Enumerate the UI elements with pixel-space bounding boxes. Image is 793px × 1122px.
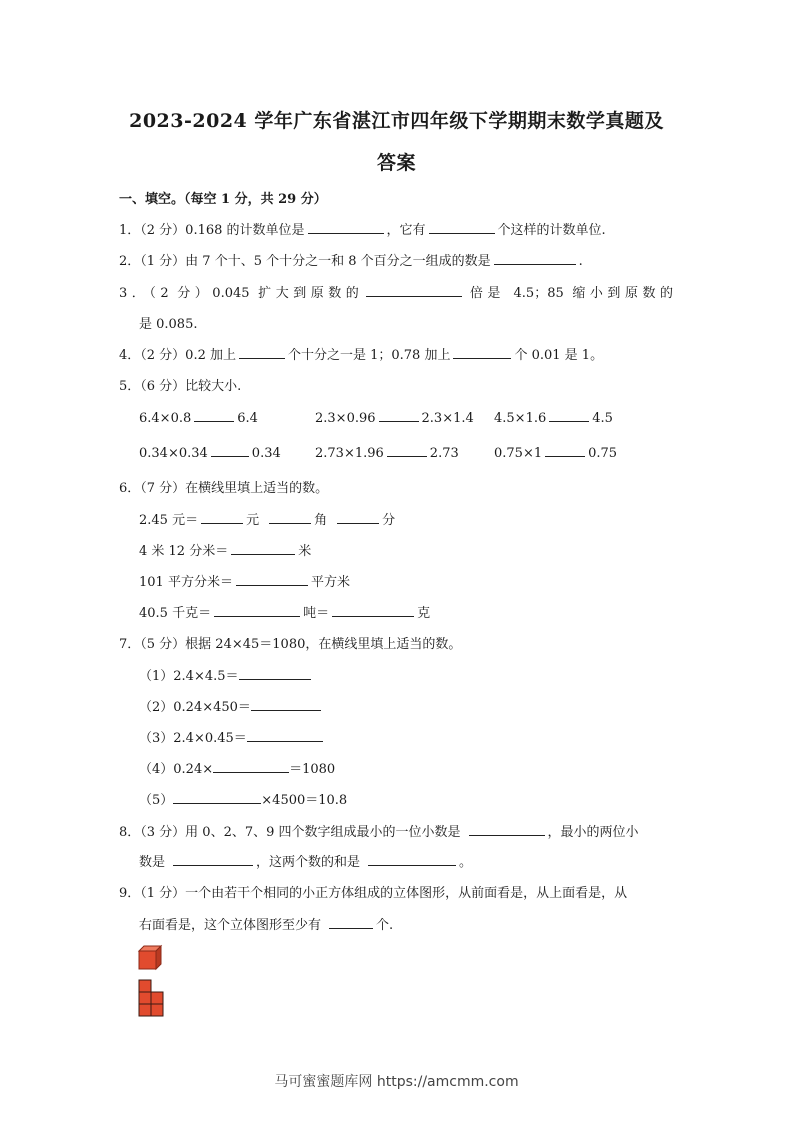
compare-blank[interactable] [194,408,234,422]
answer-blank[interactable] [332,603,414,617]
answer-blank[interactable] [368,852,456,866]
answer-blank[interactable] [453,345,511,359]
answer-blank[interactable] [173,790,261,804]
square-mid-left [139,992,151,1004]
answer-blank[interactable] [329,915,373,929]
answer-blank[interactable] [251,697,321,711]
question-8-line1: 8．（3 分）用 0、2、7、9 四个数字组成最小的一位小数是 ，最小的两位小 [119,821,639,840]
page-title-line1: 2023-2024 学年广东省湛江市四年级下学期期末数学真题及 [129,110,664,132]
answer-blank[interactable] [239,666,311,680]
question-2: 2．（1 分）由 7 个十、5 个十分之一和 8 个百分之一组成的数是 . [119,250,583,269]
question-6-line4: 40.5 千克＝ 吨＝ 克 [139,602,430,621]
compare-row-1: 6.4×0.8 6.4 [139,408,258,426]
question-7-part3: （3）2.4×0.45＝ [139,727,326,746]
compare-row-2-c: 0.75×1 0.75 [494,443,617,461]
question-3-line1: 3．（2 分）0.045 扩大到原数的 倍是 4.5；85 缩小到原数的 [119,282,673,301]
question-6-line2: 4 米 12 分米＝ 米 [139,540,311,559]
question-5-head: 5．（6 分）比较大小. [119,379,242,394]
cube-front-face [139,951,156,969]
square-bottom-left [139,1004,151,1016]
question-9-line1: 9．（1 分）一个由若干个相同的小正方体组成的立体图形，从前面看是，从上面看是，从 [119,886,628,901]
compare-blank[interactable] [549,408,589,422]
answer-blank[interactable] [308,220,384,234]
cube-figure [137,944,165,972]
answer-blank[interactable] [337,510,379,524]
question-6-line1: 2.45 元＝ 元 角 分 [139,509,395,528]
compare-blank[interactable] [379,408,419,422]
question-7-part2: （2）0.24×450＝ [139,696,324,715]
square-top [139,980,151,992]
answer-blank[interactable] [236,572,308,586]
question-7-part4: （4）0.24× ＝1080 [139,758,335,777]
question-8-line2: 数是 ，这两个数的和是 。 [139,851,472,870]
answer-blank[interactable] [173,852,253,866]
compare-row-1-b: 2.3×0.96 2.3×1.4 [315,408,474,426]
answer-blank[interactable] [231,541,295,555]
squares-figure [138,979,166,1019]
compare-row-2-b: 2.73×1.96 2.73 [315,443,459,461]
compare-row-2: 0.34×0.34 0.34 [139,443,281,461]
question-4: 4．（2 分）0.2 加上 个十分之一是 1；0.78 加上 个 0.01 是 1。 [119,344,603,363]
question-7-part5: （5） ×4500＝10.8 [139,789,347,808]
answer-blank[interactable] [213,759,289,773]
compare-blank[interactable] [545,443,585,457]
question-7-part1: （1）2.4×4.5＝ [139,665,314,684]
page-title-line2: 答案 [376,152,416,174]
answer-blank[interactable] [366,283,462,297]
footer-watermark: 马可蜜蜜题库网 https://amcmm.com [274,1074,519,1090]
square-bottom-right [151,1004,163,1016]
answer-blank[interactable] [429,220,495,234]
question-9-line2: 右面看是，这个立体图形至少有 个. [139,914,393,933]
answer-blank[interactable] [239,345,285,359]
answer-blank[interactable] [494,251,576,265]
answer-blank[interactable] [201,510,243,524]
answer-blank[interactable] [214,603,300,617]
question-3-line2: 是 0.085. [139,317,198,332]
question-1: 1．（2 分）0.168 的计数单位是 ，它有 个这样的计数单位. [119,219,606,238]
answer-blank[interactable] [269,510,311,524]
section-heading: 一、填空。（每空 1 分，共 29 分） [119,192,327,207]
answer-blank[interactable] [247,728,323,742]
question-7-head: 7．（5 分）根据 24×45＝1080，在横线里填上适当的数。 [119,637,462,652]
question-6-head: 6．（7 分）在横线里填上适当的数。 [119,481,329,496]
question-6-line3: 101 平方分米＝ 平方米 [139,571,350,590]
compare-row-1-c: 4.5×1.6 4.5 [494,408,613,426]
square-mid-right [151,992,163,1004]
compare-blank[interactable] [211,443,249,457]
compare-blank[interactable] [387,443,427,457]
answer-blank[interactable] [469,822,545,836]
